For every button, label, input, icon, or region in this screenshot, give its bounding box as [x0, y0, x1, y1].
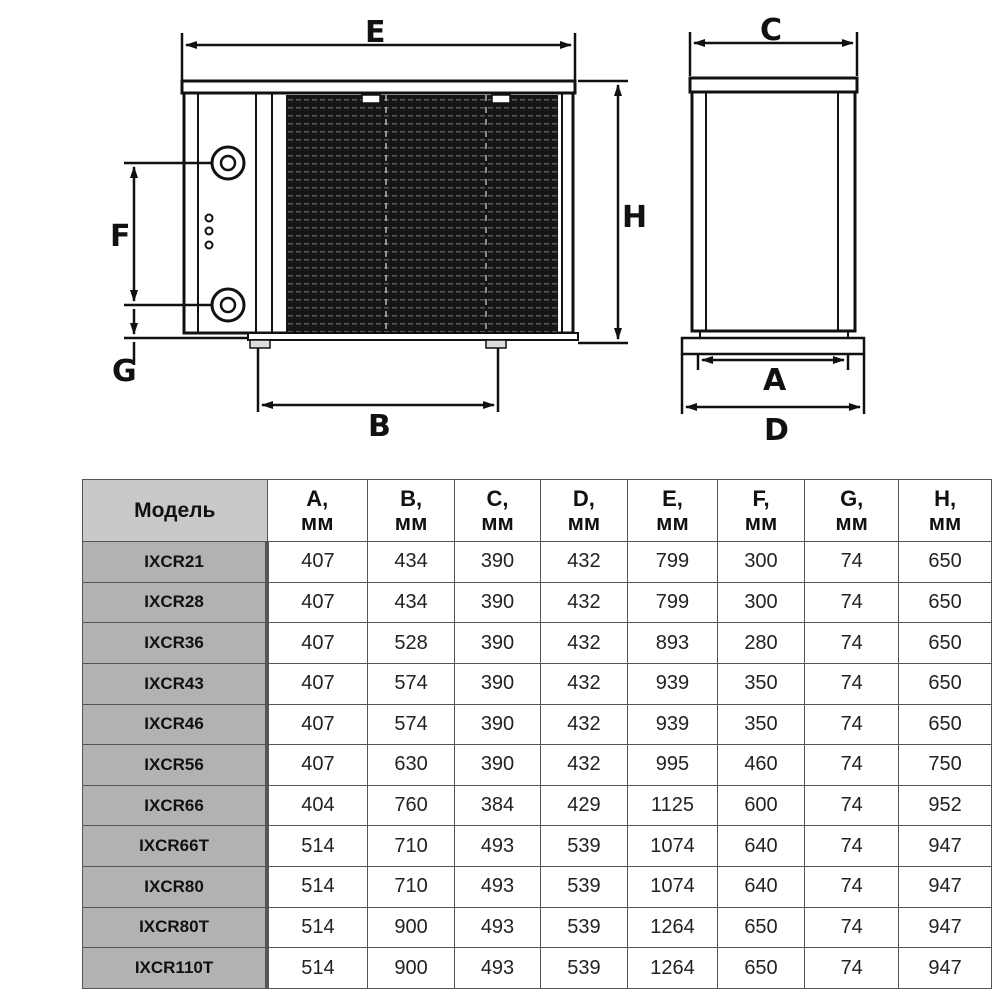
- model-cell: IXCR46: [83, 704, 268, 745]
- column-header-label: C,: [486, 485, 509, 511]
- value-cell: 429: [540, 785, 627, 826]
- value-cell: 900: [367, 948, 454, 989]
- value-cell: 760: [367, 785, 454, 826]
- table-row: [83, 826, 992, 867]
- value-cell: 574: [367, 663, 454, 704]
- value-cell: 407: [267, 623, 367, 664]
- value-cell: 384: [455, 785, 540, 826]
- value-cell: 799: [628, 582, 718, 623]
- value-cell: 640: [717, 867, 804, 908]
- model-cell: IXCR56: [83, 745, 268, 786]
- value-cell: 300: [717, 542, 804, 583]
- label-e: E: [365, 15, 386, 50]
- front-view: [182, 81, 578, 348]
- side-lid: [690, 78, 857, 92]
- column-header-unit: мм: [481, 509, 514, 535]
- value-cell: 74: [805, 867, 899, 908]
- value-cell: 650: [899, 663, 992, 704]
- value-cell: 432: [540, 663, 627, 704]
- column-header-label: A,: [306, 485, 329, 511]
- value-cell: 432: [540, 542, 627, 583]
- value-cell: 404: [267, 785, 367, 826]
- value-cell: 1074: [628, 826, 718, 867]
- value-cell: 493: [455, 907, 540, 948]
- value-cell: 939: [628, 663, 718, 704]
- value-cell: 434: [367, 542, 454, 583]
- value-cell: 350: [717, 704, 804, 745]
- label-b: B: [368, 409, 391, 444]
- value-cell: 390: [455, 663, 540, 704]
- value-cell: 432: [540, 582, 627, 623]
- value-cell: 650: [899, 582, 992, 623]
- value-cell: 650: [717, 907, 804, 948]
- value-cell: 407: [267, 663, 367, 704]
- value-cell: 893: [628, 623, 718, 664]
- value-cell: 1264: [628, 948, 718, 989]
- value-cell: 74: [805, 785, 899, 826]
- model-cell: IXCR110T: [83, 948, 268, 989]
- table-row: [83, 907, 992, 948]
- label-c: C: [760, 13, 783, 48]
- column-header-unit: мм: [656, 509, 689, 535]
- label-d: D: [764, 413, 789, 448]
- value-cell: 600: [717, 785, 804, 826]
- table-header-row: [83, 480, 992, 542]
- value-cell: 514: [267, 867, 367, 908]
- value-cell: 514: [267, 907, 367, 948]
- value-cell: 74: [805, 582, 899, 623]
- value-cell: 74: [805, 704, 899, 745]
- model-cell: IXCR21: [83, 542, 268, 583]
- column-header-label: H,: [934, 485, 957, 511]
- column-header-b: [367, 480, 454, 542]
- value-cell: 493: [455, 948, 540, 989]
- label-a: A: [763, 363, 787, 398]
- value-cell: 407: [267, 542, 367, 583]
- table-row: [83, 663, 992, 704]
- value-cell: 947: [899, 867, 992, 908]
- value-cell: 750: [899, 745, 992, 786]
- value-cell: 432: [540, 623, 627, 664]
- value-cell: 280: [717, 623, 804, 664]
- value-cell: 539: [540, 867, 627, 908]
- value-cell: 74: [805, 542, 899, 583]
- value-cell: 528: [367, 623, 454, 664]
- value-cell: 574: [367, 704, 454, 745]
- value-cell: 300: [717, 582, 804, 623]
- table-body: [83, 542, 992, 989]
- value-cell: 407: [267, 745, 367, 786]
- column-header-g: [805, 480, 899, 542]
- column-header-d: [540, 480, 627, 542]
- value-cell: 710: [367, 867, 454, 908]
- column-header-unit: мм: [300, 509, 334, 535]
- table-row: [83, 542, 992, 583]
- model-cell: IXCR28: [83, 582, 268, 623]
- value-cell: 390: [455, 582, 540, 623]
- value-cell: 947: [899, 826, 992, 867]
- value-cell: 640: [717, 826, 804, 867]
- value-cell: 947: [899, 907, 992, 948]
- value-cell: 390: [455, 745, 540, 786]
- table-row: [83, 745, 992, 786]
- value-cell: 799: [628, 542, 718, 583]
- value-cell: 539: [540, 907, 627, 948]
- value-cell: 514: [267, 826, 367, 867]
- column-header-label: Модель: [134, 498, 216, 522]
- value-cell: 995: [628, 745, 718, 786]
- column-header-label: E,: [662, 485, 683, 511]
- column-header-a: [267, 480, 367, 542]
- value-cell: 514: [267, 948, 367, 989]
- column-header-unit: мм: [928, 509, 962, 535]
- column-header-label: G,: [840, 485, 864, 511]
- value-cell: 630: [367, 745, 454, 786]
- column-header-f: [717, 480, 804, 542]
- column-header-label: B,: [400, 485, 423, 511]
- value-cell: 74: [805, 663, 899, 704]
- side-body: [692, 92, 855, 331]
- value-cell: 460: [717, 745, 804, 786]
- value-cell: 74: [805, 948, 899, 989]
- value-cell: 350: [717, 663, 804, 704]
- dimension-drawing: [0, 0, 1000, 470]
- column-header-h: [899, 480, 992, 542]
- front-grille: [286, 95, 558, 332]
- column-header-unit: мм: [835, 509, 868, 535]
- label-g: G: [112, 354, 137, 389]
- value-cell: 493: [455, 826, 540, 867]
- value-cell: 710: [367, 826, 454, 867]
- table-row: [83, 582, 992, 623]
- label-f: F: [110, 219, 131, 254]
- value-cell: 407: [267, 582, 367, 623]
- side-view: [682, 78, 864, 354]
- column-header-unit: мм: [394, 509, 428, 535]
- value-cell: 74: [805, 907, 899, 948]
- value-cell: 900: [367, 907, 454, 948]
- value-cell: 650: [899, 623, 992, 664]
- side-base: [682, 338, 864, 354]
- table-row: [83, 948, 992, 989]
- value-cell: 539: [540, 826, 627, 867]
- value-cell: 390: [455, 542, 540, 583]
- table-row: [83, 785, 992, 826]
- dimensions-table: [82, 479, 992, 989]
- value-cell: 74: [805, 826, 899, 867]
- value-cell: 1125: [628, 785, 718, 826]
- column-header-e: [628, 480, 718, 542]
- value-cell: 434: [367, 582, 454, 623]
- column-header-label: F,: [752, 485, 770, 511]
- column-header-unit: мм: [744, 509, 778, 535]
- table-row: [83, 704, 992, 745]
- column-header-unit: мм: [567, 509, 601, 535]
- value-cell: 939: [628, 704, 718, 745]
- value-cell: 650: [899, 704, 992, 745]
- model-cell: IXCR36: [83, 623, 268, 664]
- value-cell: 390: [455, 704, 540, 745]
- model-cell: IXCR80T: [83, 907, 268, 948]
- value-cell: 952: [899, 785, 992, 826]
- value-cell: 539: [540, 948, 627, 989]
- table-row: [83, 623, 992, 664]
- column-header-label: D,: [572, 485, 595, 511]
- value-cell: 407: [267, 704, 367, 745]
- value-cell: 390: [455, 623, 540, 664]
- value-cell: 432: [540, 704, 627, 745]
- table-row: [83, 867, 992, 908]
- value-cell: 947: [899, 948, 992, 989]
- front-base: [248, 333, 578, 340]
- model-cell: IXCR66: [83, 785, 268, 826]
- value-cell: 493: [455, 867, 540, 908]
- column-header-model: [83, 480, 268, 542]
- column-header-c: [455, 480, 540, 542]
- value-cell: 1074: [628, 867, 718, 908]
- model-cell: IXCR66T: [83, 826, 268, 867]
- value-cell: 432: [540, 745, 627, 786]
- value-cell: 650: [899, 542, 992, 583]
- model-cell: IXCR43: [83, 663, 268, 704]
- value-cell: 650: [717, 948, 804, 989]
- value-cell: 74: [805, 745, 899, 786]
- model-cell: IXCR80: [83, 867, 268, 908]
- value-cell: 1264: [628, 907, 718, 948]
- value-cell: 74: [805, 623, 899, 664]
- label-h: H: [622, 200, 648, 235]
- front-lid: [182, 81, 575, 93]
